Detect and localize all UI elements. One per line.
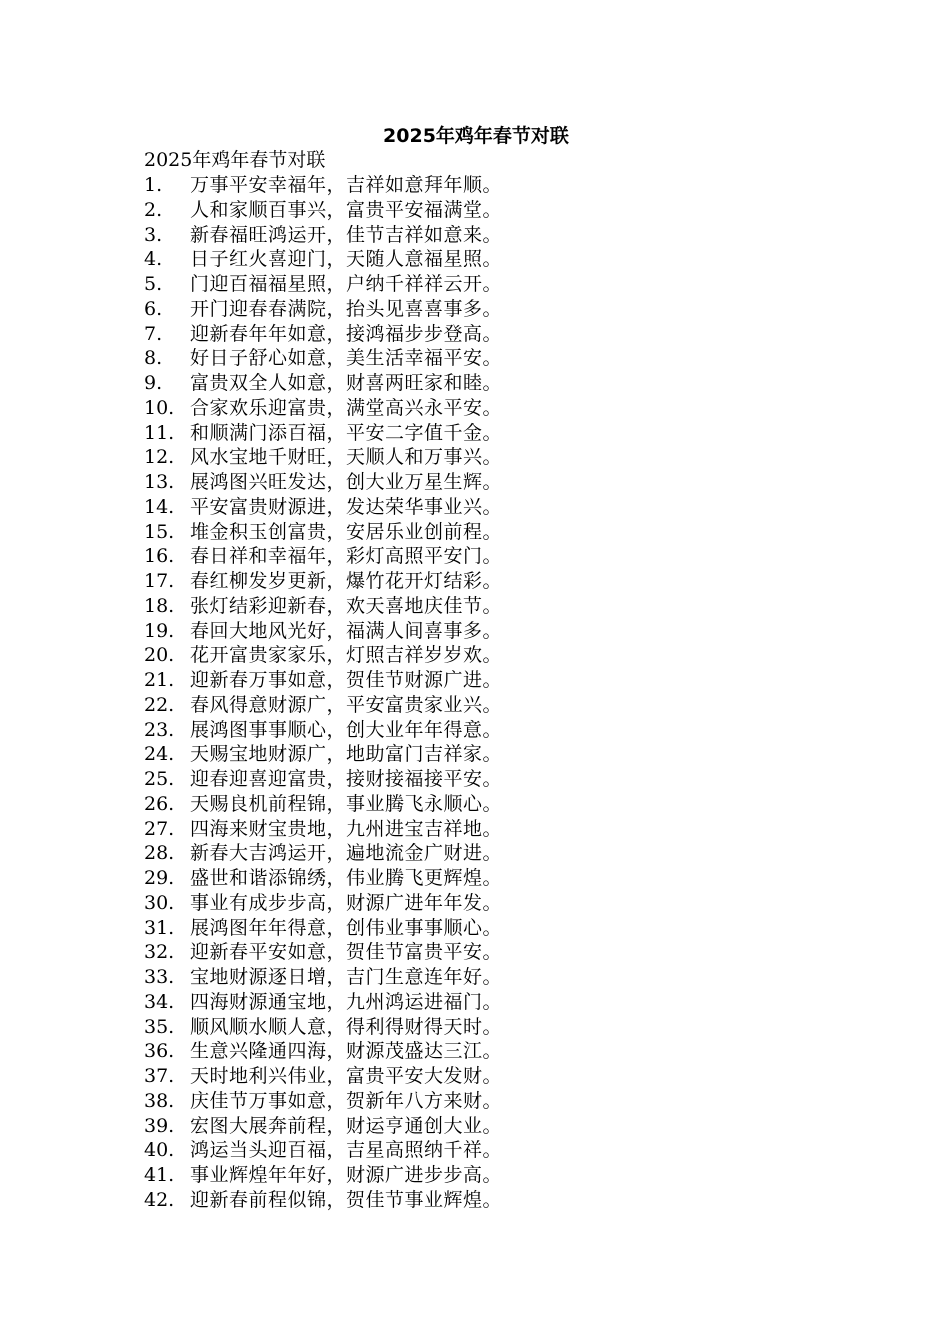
- couplet-item: [144, 1163, 864, 1188]
- couplet-item: [144, 990, 864, 1015]
- couplet-number: 29.: [144, 867, 175, 889]
- couplet-text: 顺风顺水顺人意，得利得财得天时。: [190, 1015, 503, 1038]
- couplet-item: [144, 1015, 864, 1040]
- couplet-text: 盛世和谐添锦绣，伟业腾飞更辉煌。: [190, 867, 503, 889]
- couplet-number: 16.: [144, 545, 175, 568]
- couplet-number: 12.: [144, 446, 175, 469]
- couplet-item: [144, 792, 864, 817]
- couplet-list: [144, 173, 864, 1213]
- couplet-text: 新春福旺鸿运开，佳节吉祥如意来。: [190, 223, 503, 246]
- couplet-number: 7.: [144, 322, 163, 345]
- couplet-number: 24.: [144, 743, 175, 766]
- couplet-text: 展鸿图年年得意，创伟业事事顺心。: [190, 916, 503, 939]
- couplet-number: 23.: [144, 718, 175, 741]
- couplet-text: 张灯结彩迎新春，欢天喜地庆佳节。: [190, 594, 503, 617]
- couplet-item: [144, 1064, 864, 1089]
- couplet-text: 迎新春年年如意，接鸿福步步登高。: [190, 322, 503, 345]
- couplet-item: [144, 916, 864, 941]
- couplet-number: 2.: [144, 198, 163, 221]
- couplet-number: 13.: [144, 471, 175, 493]
- couplet-item: [144, 470, 864, 495]
- couplet-text: 春红柳发岁更新，爆竹花开灯结彩。: [190, 570, 503, 592]
- couplet-item: [144, 247, 864, 272]
- couplet-text: 和顺满门添百福，平安二字值千金。: [190, 421, 503, 444]
- couplet-item: [144, 445, 864, 470]
- couplet-number: 15.: [144, 520, 175, 543]
- couplet-text: 春日祥和幸福年，彩灯高照平安门。: [190, 545, 503, 568]
- couplet-number: 17.: [144, 570, 175, 592]
- document-subtitle: 2025年鸡年春节对联: [144, 149, 326, 171]
- couplet-text: 平安富贵财源进，发达荣华事业兴。: [190, 495, 503, 518]
- couplet-item: [144, 619, 864, 644]
- couplet-text: 新春大吉鸿运开，遍地流金广财进。: [190, 842, 503, 865]
- couplet-number: 25.: [144, 768, 175, 790]
- couplet-item: [144, 1089, 864, 1114]
- couplet-item: [144, 198, 864, 223]
- couplet-item: [144, 1039, 864, 1064]
- couplet-text: 事业辉煌年年好，财源广进步步高。: [190, 1164, 503, 1186]
- couplet-text: 庆佳节万事如意，贺新年八方来财。: [190, 1089, 503, 1112]
- couplet-text: 迎新春前程似锦，贺佳节事业辉煌。: [190, 1188, 503, 1211]
- couplet-number: 18.: [144, 594, 175, 617]
- couplet-number: 38.: [144, 1089, 175, 1112]
- couplet-text: 好日子舒心如意，美生活幸福平安。: [190, 347, 503, 370]
- couplet-number: 8.: [144, 347, 163, 370]
- couplet-item: [144, 965, 864, 990]
- couplet-item: [144, 841, 864, 866]
- couplet-number: 28.: [144, 842, 175, 865]
- couplet-item: [144, 421, 864, 446]
- couplet-text: 四海财源通宝地，九州鸿运进福门。: [190, 990, 503, 1013]
- couplet-text: 展鸿图事事顺心，创大业年年得意。: [190, 718, 503, 741]
- couplet-number: 1.: [144, 174, 163, 196]
- couplet-item: [144, 1138, 864, 1163]
- couplet-text: 四海来财宝贵地，九州进宝吉祥地。: [190, 817, 503, 840]
- couplet-number: 32.: [144, 941, 175, 964]
- couplet-text: 春回大地风光好，福满人间喜事多。: [190, 619, 503, 642]
- couplet-text: 天赐良机前程锦，事业腾飞永顺心。: [190, 792, 503, 815]
- couplet-number: 35.: [144, 1015, 175, 1038]
- couplet-text: 天时地利兴伟业，富贵平安大发财。: [190, 1065, 503, 1087]
- couplet-item: [144, 520, 864, 545]
- couplet-item: [144, 1188, 864, 1213]
- couplet-number: 6.: [144, 297, 163, 320]
- couplet-text: 宝地财源逐日增，吉门生意连年好。: [190, 966, 503, 988]
- document-title: [0, 123, 950, 149]
- couplet-text: 生意兴隆通四海，财源茂盛达三江。: [190, 1040, 503, 1063]
- couplet-number: 10.: [144, 396, 175, 419]
- couplet-text: 风水宝地千财旺，天顺人和万事兴。: [190, 446, 503, 469]
- couplet-text: 开门迎春春满院，抬头见喜喜事多。: [190, 297, 503, 320]
- couplet-item: [144, 718, 864, 743]
- couplet-number: 4.: [144, 248, 163, 271]
- couplet-text: 春风得意财源广，平安富贵家业兴。: [190, 693, 503, 716]
- couplet-text: 迎新春万事如意，贺佳节财源广进。: [190, 669, 503, 691]
- couplet-item: [144, 297, 864, 322]
- couplet-number: 19.: [144, 619, 175, 642]
- couplet-item: [144, 767, 864, 792]
- couplet-item: [144, 544, 864, 569]
- couplet-item: [144, 272, 864, 297]
- couplet-number: 31.: [144, 916, 175, 939]
- couplet-item: [144, 1114, 864, 1139]
- couplet-number: 42.: [144, 1188, 175, 1211]
- couplet-text: 人和家顺百事兴，富贵平安福满堂。: [190, 198, 503, 221]
- couplet-item: [144, 346, 864, 371]
- document-title-text: 2025年鸡年春节对联: [383, 125, 569, 147]
- couplet-item: [144, 322, 864, 347]
- couplet-item: [144, 495, 864, 520]
- couplet-text: 宏图大展奔前程，财运亨通创大业。: [190, 1114, 503, 1137]
- couplet-text: 合家欢乐迎富贵，满堂高兴永平安。: [190, 396, 503, 419]
- couplet-item: [144, 891, 864, 916]
- couplet-text: 事业有成步步高，财源广进年年发。: [190, 891, 503, 914]
- couplet-number: 22.: [144, 693, 175, 716]
- couplet-item: [144, 643, 864, 668]
- couplet-item: [144, 693, 864, 718]
- couplet-number: 30.: [144, 891, 175, 914]
- couplet-number: 34.: [144, 990, 175, 1013]
- couplet-number: 9.: [144, 372, 163, 394]
- couplet-number: 20.: [144, 644, 175, 667]
- couplet-number: 14.: [144, 495, 175, 518]
- couplet-number: 33.: [144, 966, 175, 988]
- document-body: [144, 148, 864, 1213]
- couplet-text: 天赐宝地财源广，地助富门吉祥家。: [190, 743, 503, 766]
- couplet-item: [144, 173, 864, 198]
- couplet-number: 3.: [144, 223, 163, 246]
- couplet-number: 40.: [144, 1139, 175, 1162]
- couplet-number: 39.: [144, 1114, 175, 1137]
- couplet-text: 富贵双全人如意，财喜两旺家和睦。: [190, 372, 503, 394]
- couplet-item: [144, 371, 864, 396]
- couplet-item: [144, 594, 864, 619]
- couplet-item: [144, 396, 864, 421]
- couplet-number: 36.: [144, 1040, 175, 1063]
- couplet-text: 堆金积玉创富贵，安居乐业创前程。: [190, 520, 503, 543]
- couplet-item: [144, 668, 864, 693]
- couplet-item: [144, 866, 864, 891]
- couplet-text: 花开富贵家家乐，灯照吉祥岁岁欢。: [190, 644, 503, 667]
- couplet-item: [144, 742, 864, 767]
- couplet-text: 万事平安幸福年，吉祥如意拜年顺。: [190, 174, 503, 196]
- couplet-number: 27.: [144, 817, 175, 840]
- couplet-text: 展鸿图兴旺发达，创大业万星生辉。: [190, 471, 503, 493]
- couplet-text: 鸿运当头迎百福，吉星高照纳千祥。: [190, 1139, 503, 1162]
- couplet-text: 日子红火喜迎门，天随人意福星照。: [190, 248, 503, 271]
- couplet-item: [144, 940, 864, 965]
- couplet-number: 5.: [144, 273, 163, 295]
- couplet-number: 26.: [144, 792, 175, 815]
- couplet-number: 11.: [144, 421, 175, 444]
- couplet-number: 21.: [144, 669, 175, 691]
- couplet-item: [144, 817, 864, 842]
- couplet-number: 41.: [144, 1164, 175, 1186]
- couplet-item: [144, 223, 864, 248]
- couplet-item: [144, 569, 864, 594]
- couplet-text: 迎新春平安如意，贺佳节富贵平安。: [190, 941, 503, 964]
- couplet-text: 迎春迎喜迎富贵，接财接福接平安。: [190, 768, 503, 790]
- couplet-text: 门迎百福福星照，户纳千祥祥云开。: [190, 273, 503, 295]
- couplet-number: 37.: [144, 1065, 175, 1087]
